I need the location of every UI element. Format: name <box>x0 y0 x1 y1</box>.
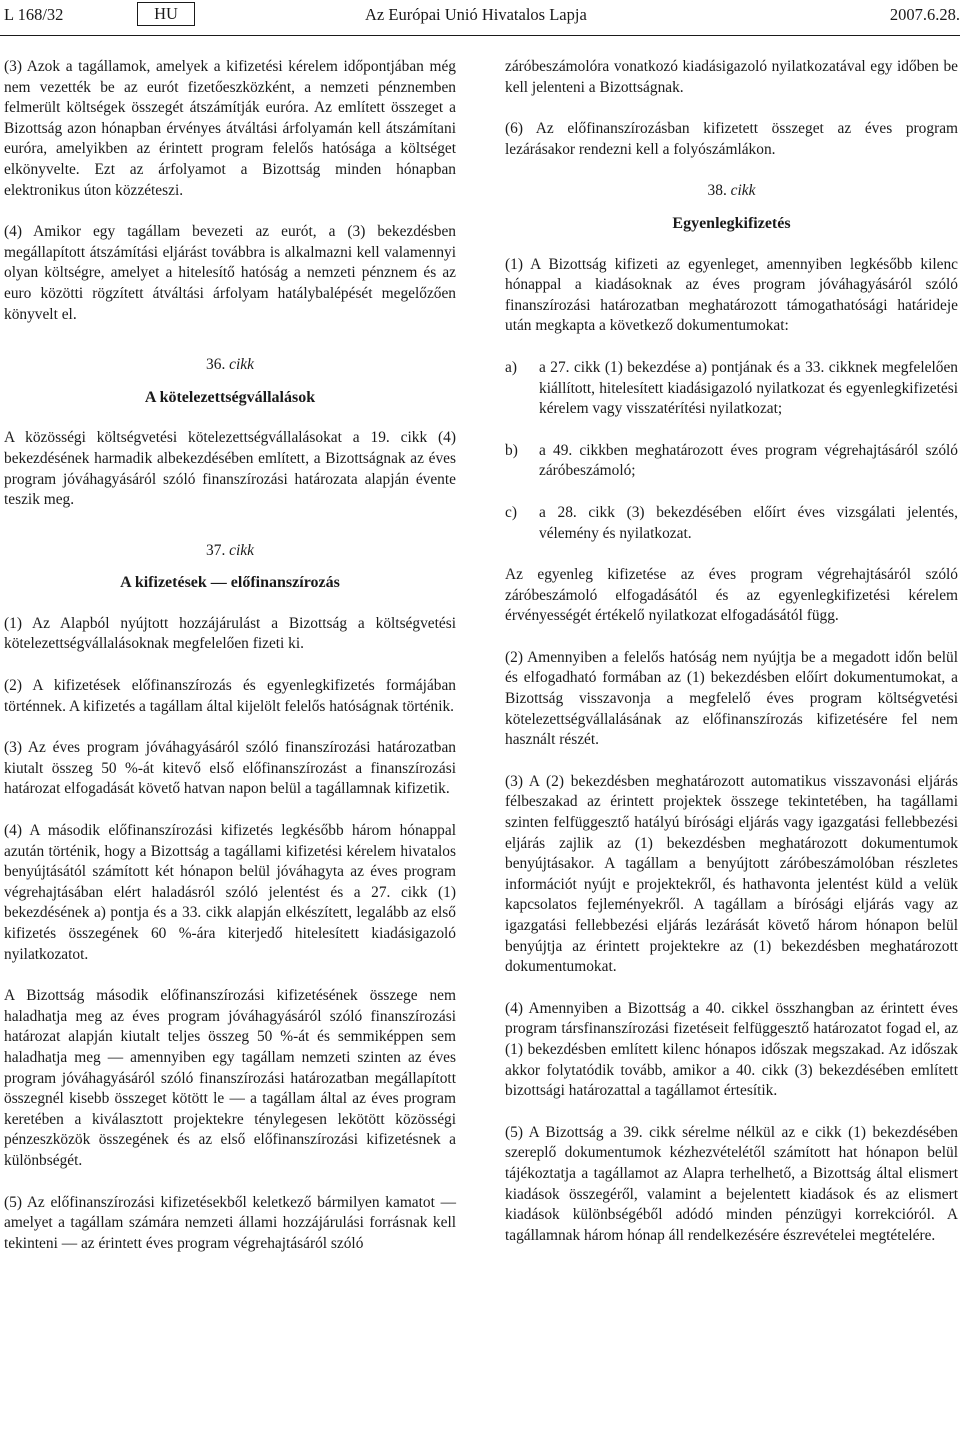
paragraph-38-2: (2) Amennyiben a felelős hatóság nem nyújtja be a megadott időn belül és elfogadható formában az (1) bekezdésben előírt dokumentumokat, a Bizottság visszavonja a megfelelő éves program költségvetési kötelezettségvállalásának az előfinanszírozás kifizetésére fel nem használt részét. <box>505 648 958 749</box>
article-38-title: Egyenlegkifizetés <box>672 214 791 232</box>
language-code-box: HU <box>137 2 195 26</box>
paragraph-36: A közösségi költségvetési kötelezettségvállalásokat a 19. cikk (4) bekezdésének harmadik albekezdésében említett, a Bizottságnak az éves program jóváhagyásáról szóló finanszírozási határozata alapján évente teszik meg. <box>4 429 456 509</box>
paragraph-37-4-second: A Bizottság második előfinanszírozási kifizetésének összege nem haladhatja meg az éves program jóváhagyásáról szóló finanszírozási határozat alapján kiutalt teljes összeg 50 %-át és semmiképpen sem haladhatja meg — amennyiben egy tagállam nemzeti szinten az éves program jóváhagyásáról szóló finanszírozási határozatban megállapított összegnél kisebb összeget kötött le — a tagállam által az éves program keretében a kiválasztott projektekre ténylegesen lekötött közösségi pénzeszközök összegének és az első előfinanszírozási kifizetésnek a különbségét. <box>4 987 456 1169</box>
page-reference: L 168/32 <box>4 5 64 24</box>
paragraph-38-3: (3) A (2) bekezdésben meghatározott automatikus visszavonási eljárás félbeszakad az érintett projektek összege tekintetében, ha tagállami szinten felfüggesztő hatályú bírósági eljárás vagy igazgatási fellebbezési eljárás zajlik az (1) bekezdésben meghatározott dokumentumok benyújtásakor. A tagállam a benyújtott záróbeszámolóban részletes információt nyújt e projektekről, és hathavonta jelentést küld a velük kapcsolatos fejleményekről. A tagállam a bírósági eljárás vagy az igazgatási fellebbezési eljárás lezárását követő három hónapon belül benyújtja az érintett projektekre az (1) bekezdésben meghatározott dokumentumokat. <box>505 772 958 976</box>
list-item-label: a) <box>505 358 517 376</box>
article-38-number <box>505 181 958 202</box>
right-column <box>505 57 958 1267</box>
publication-date: 2007.6.28. <box>889 5 960 24</box>
paragraph-38-5: (5) A Bizottság a 39. cikk sérelme nélkül az e cikk (1) bekezdésében szereplő dokumentumok kézhezvételétől számított hat hónapon belül tájékoztatja a tagállamot az Alapra terhelhető, a Bizottság által elismert kiadások összegéről, valamint a bejelentett kiadások és az elismert kiadások különbségéből adódó minden pénzügyi korrekcióról. A tagállamnak három hónap áll rendelkezésére észrevételei megtételére. <box>505 1123 958 1244</box>
list-item-label: c) <box>505 503 517 521</box>
paragraph-37-6: (6) Az előfinanszírozásban kifizetett összeget az éves program lezárásakor rendezni kell a folyószámlákon. <box>505 120 958 158</box>
article-37-number <box>4 541 456 562</box>
article-36-title: A kötelezettségvállalások <box>144 388 316 406</box>
article-37-title: A kifizetések — előfinanszírozás <box>120 574 340 592</box>
left-column <box>4 57 456 1275</box>
article-word: cikk <box>229 541 254 559</box>
page-header <box>0 0 960 34</box>
list-item-text: a 28. cikk (3) bekezdésében előírt éves vizsgálati jelentés, vélemény és nyilatkozat. <box>539 503 958 542</box>
article-number: 36. <box>206 356 226 374</box>
paragraph-38-1-second: Az egyenleg kifizetése az éves program végrehajtásáról szóló záróbeszámoló elfogadásától és az egyenlegkifizetési kérelem érvényességét értékelő nyilatkozat elfogadásától függ. <box>505 566 958 625</box>
list-item-label: b) <box>505 441 518 459</box>
paragraph-35-3: (3) Azok a tagállamok, amelyek a kifizetési kérelem időpontjában még nem vezették be az eurót fizetőeszközként, a nemzeti pénznemben felmerült költségek összegét átszámítják euróra. Az említett összeget a Bizottság azon hónapban érvényes átváltási árfolyamán kell átszámítani euróra, amelyikben az érintett program felelős hatósága a költséget elkönyvelte. Ezt az árfolyamot a Bizottság minden hónapban elektronikus úton közzéteszi. <box>4 58 456 199</box>
article-number: 38. <box>707 182 727 200</box>
article-word: cikk <box>730 182 756 200</box>
paragraph-35-4: (4) Amikor egy tagállam bevezeti az eurót, a (3) bekezdésben megállapított átszámítási eljárást továbbra is alkalmazni kell valamennyi olyan költségre, amelyet a hitelesítő hatóság a nemzeti pénznem és az euro közötti rögzített átváltási árfolyam hatálybalépését megelőzően könyvelt el. <box>4 223 456 323</box>
paragraph-37-5: (5) Az előfinanszírozási kifizetésekből keletkező bármilyen kamatot — amelyet a tagállam számára nemzeti állami hozzájárulási forrásnak kell tekinteni — az érintett éves program végrehajtásáról szóló <box>4 1193 456 1252</box>
paragraph-37-4: (4) A második előfinanszírozási kifizetés legkésőbb három hónappal azután történik, hogy a Bizottság a tagállami kifizetési kérelem hivatalos benyújtásától számított két hónapon belül jóváhagyta az éves program végrehajtásában elért haladásról szóló jelentést és a 27. cikk (1) bekezdésének a) pontja és a 33. cikk alapján elkészített, legalább az első kifizetés összegének 60 %-ára kiterjedő hitelesített kiadásigazoló nyilatkozatot. <box>4 822 456 963</box>
paragraph-37-3: (3) Az éves program jóváhagyásáról szóló finanszírozási határozatban kiutalt összeg 50 %-át kitevő első előfinanszírozást a finanszírozási határozat elfogadását követő hatvan napon belül a tagállamnak kifizetik. <box>4 739 456 798</box>
list-item-text: a 27. cikk (1) bekezdése a) pontjának és a 33. cikknek megfelelően kiállított, hitelesített kiadásigazoló nyilatkozat és egyenlegkifizetési kérelem vagy visszatérítési nyilatkozat; <box>539 358 958 418</box>
list-item <box>505 358 958 420</box>
paragraph-37-2: (2) A kifizetések előfinanszírozás és egyenlegkifizetés formájában történnek. A kifizetés a tagállam által kijelölt felelős hatóságnak történik. <box>4 677 456 715</box>
paragraph-37-5-cont: záróbeszámolóra vonatkozó kiadásigazoló nyilatkozatával egy időben be kell jelenteni a Bizottságnak. <box>505 58 958 96</box>
list-item <box>505 441 958 482</box>
article-word: cikk <box>229 356 254 374</box>
article-number: 37. <box>206 541 226 559</box>
article-36-number <box>4 355 456 376</box>
list-item-text: a 49. cikkben meghatározott éves program végrehajtásáról szóló záróbeszámoló; <box>539 441 958 480</box>
journal-title: Az Európai Unió Hivatalos Lapja <box>365 5 587 24</box>
paragraph-38-1: (1) A Bizottság kifizeti az egyenleget, amennyiben legkésőbb kilenc hónappal a kiadásoknak az éves program jóváhagyásáról szóló finanszírozási határozatban meghatározott támogathatósági határideje után megkapta a következő dokumentumokat: <box>505 255 958 335</box>
paragraph-38-4: (4) Amennyiben a Bizottság a 40. cikkel összhangban az érintett éves program társfinanszírozási fizetéseit felfüggesztő határozatot fogad el, az (1) bekezdésben említett kilenc hónapos időszak megszakad. Az időszak akkor folytatódik tovább, amikor a 40. cikk (3) bekezdésében említett bizottsági határozattal a tagállamot értesítik. <box>505 999 958 1100</box>
header-divider <box>0 35 960 36</box>
list-item <box>505 503 958 544</box>
paragraph-37-1: (1) Az Alapból nyújtott hozzájárulást a Bizottság a költségvetési kötelezettségvállalásoknak megfelelően fizeti ki. <box>4 614 456 653</box>
